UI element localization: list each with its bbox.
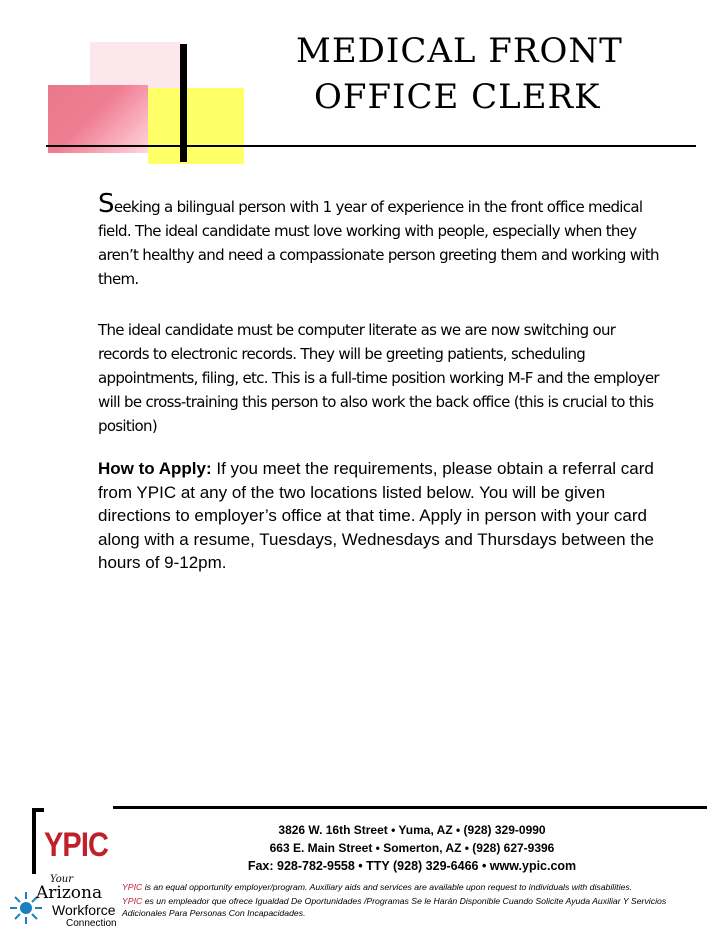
- disclaimer-spanish: [122, 896, 702, 919]
- logo-your-text: Your: [50, 874, 73, 885]
- logo-connection-text: Connection: [66, 918, 117, 929]
- paragraph-job-description: [98, 189, 668, 291]
- title-line-2: OFFICE CLERK: [314, 77, 601, 117]
- address-somerton: 663 E. Main Street • Somerton, AZ • (928) 627-9396: [269, 841, 555, 855]
- disclaimer-en-text: is an equal opportunity employer/program. Auxiliary aids and services are available upon request to individuals with disabilities.: [142, 882, 633, 892]
- page-title: [296, 28, 676, 120]
- disclaimer-en-org: YPIC: [122, 882, 143, 892]
- paragraph-1-text: eeking a bilingual person with 1 year of experience in the front office medical field. The ideal candidate must love working with people, especially when they aren’t healthy and need a compassionate person greeting them and working with them.: [98, 198, 659, 288]
- how-to-apply-text: If you meet the requirements, please obtain a referral card from YPIC at any of the two locations listed below. You will be given directions to employer’s office at that time. Apply in person with your card along with a resume, Tuesdays, Wednesdays and Thursdays between the hours of 9-12pm.: [98, 459, 654, 572]
- ypic-logo: YPIC: [44, 826, 109, 864]
- address-yuma: 3826 W. 16th Street • Yuma, AZ • (928) 329-0990: [278, 823, 546, 837]
- decorative-square-yellow: [148, 88, 244, 164]
- how-to-apply-label: How to Apply:: [98, 459, 212, 478]
- disclaimer-es-org: YPIC: [122, 896, 143, 906]
- disclaimer-english: [122, 882, 702, 894]
- how-to-apply-section: [98, 457, 663, 575]
- disclaimer-es-text: es un empleador que ofrece Igualdad De Oportunidades /Programas Se le Harán Disponible Cuando Solicite Ayuda Auxiliar Y Servicios Adicionales Para Personas Con Incapacidades.: [122, 896, 667, 918]
- contact-line: Fax: 928-782-9558 • TTY (928) 329-6466 • www.ypic.com: [247, 859, 577, 873]
- header-rule: [46, 145, 696, 147]
- logo-bracket: [32, 808, 44, 874]
- logo-arizona-text: Arizona: [36, 883, 103, 903]
- title-line-1: MEDICAL FRONT: [296, 31, 623, 71]
- footer-rule: [113, 806, 707, 809]
- logo-workforce-text: Workforce: [52, 902, 116, 918]
- drop-letter: S: [98, 189, 114, 219]
- paragraph-requirements: The ideal candidate must be computer literate as we are now switching our records to electronic records. They will be greeting patients, scheduling appointments, filing, etc. This is a full-time position working M-F and the employer will be cross-training this person to also work the back office (this is crucial to this position): [98, 321, 659, 435]
- decorative-square-pink: [48, 85, 148, 153]
